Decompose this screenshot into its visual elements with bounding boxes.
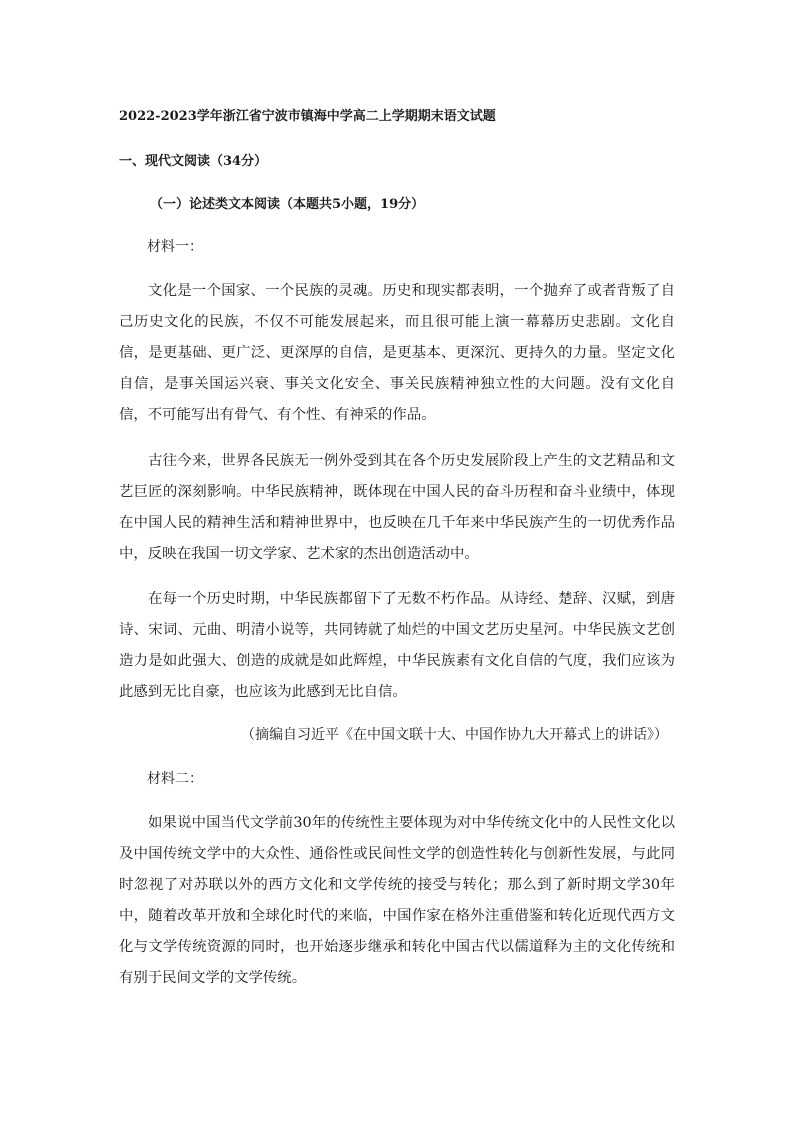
material-one-label: 材料一： <box>147 239 203 255</box>
material-one-paragraph-2: 古往今来，世界各民族无一例外受到其在各个历史发展阶段上产生的文艺精品和文艺巨匠的深刻影响。中华民族精神，既体现在中国人民的奋斗历程和奋斗业绩中，体现在中国人民的精神生活和精神世界中，也反映在几千年来中华民族产生的一切优秀作品中，反映在我国一切文学家、艺术家的杰出创造活动中。 <box>119 453 675 562</box>
sub-heading: （一）论述类文本阅读（本题共5小题，19分） <box>150 197 425 212</box>
document-title: 2022-2023学年浙江省宁波市镇海中学高二上学期期末语文试题 <box>119 109 496 124</box>
section-heading: 一、现代文阅读（34分） <box>119 154 268 169</box>
material-one-paragraph-3: 在每一个历史时期，中华民族都留下了无数不朽作品。从诗经、楚辞、汉赋，到唐诗、宋词、元曲、明清小说等，共同铸就了灿烂的中国文艺历史星河。中华民族文艺创造力是如此强大、创造的成就是如此辉煌，中华民族素有文化自信的气度，我们应该为此感到无比自豪，也应该为此感到无比自信。 <box>119 591 675 700</box>
material-one-paragraph-1: 文化是一个国家、一个民族的灵魂。历史和现实都表明，一个抛弃了或者背叛了自己历史文化的民族，不仅不可能发展起来，而且很可能上演一幕幕历史悲剧。文化自信，是更基础、更广泛、更深厚的自信，是更基本、更深沉、更持久的力量。坚定文化自信，是事关国运兴衰、事关文化安全、事关民族精神独立性的大问题。没有文化自信，不可能写出有骨气、有个性、有神采的作品。 <box>119 283 675 423</box>
material-two-paragraph-1: 如果说中国当代文学前30年的传统性主要体现为对中华传统文化中的人民性文化以及中国传统文学中的大众性、通俗性或民间性文学的创造性转化与创新性发展，与此同时忽视了对苏联以外的西方文化和文学传统的接受与转化；那么到了新时期文学30年中，随着改革开放和全球化时代的来临，中国作家在格外注重借鉴和转化近现代西方文化与文学传统资源的同时，也开始逐步继承和转化中国古代以儒道释为主的文化传统和有别于民间文学的文学传统。 <box>119 815 675 986</box>
material-two-label: 材料二： <box>147 771 203 787</box>
citation-source: （摘编自习近平《在中国文联十大、中国作协九大开幕式上的讲话》） <box>241 727 668 743</box>
